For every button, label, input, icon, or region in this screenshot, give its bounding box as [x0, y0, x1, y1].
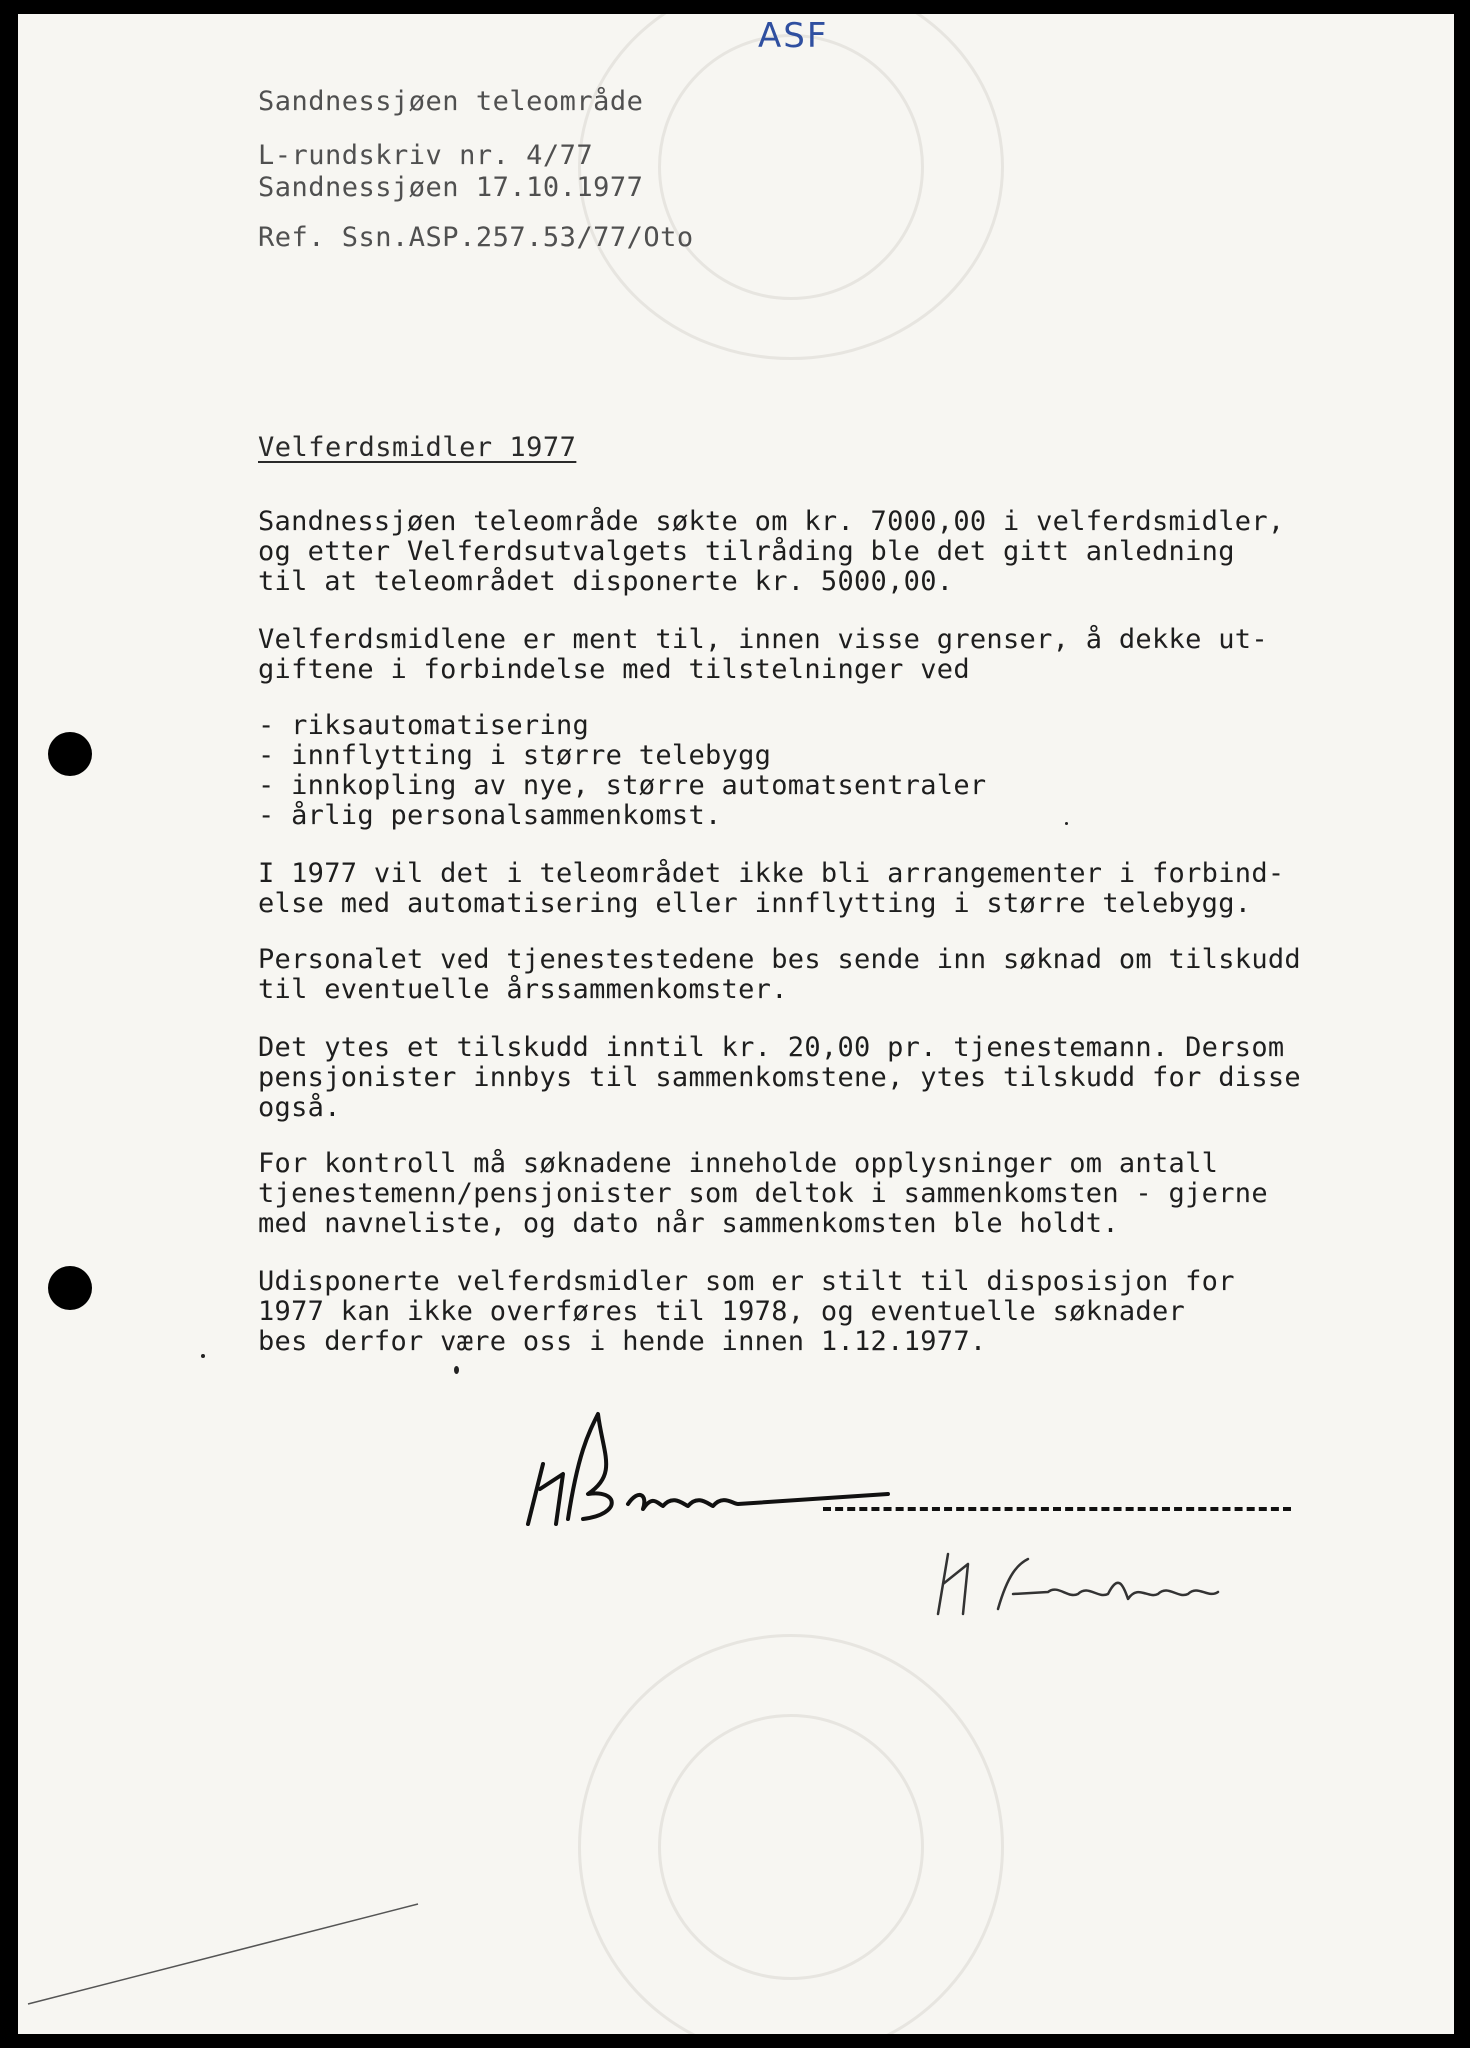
body-line: Sandnessjøen teleområde søkte om kr. 7000,00 i velferdsmidler,: [258, 506, 1285, 537]
body-line: giftene i forbindelse med tilstelninger ved: [258, 654, 970, 685]
list-item: - årlig personalsammenkomst.: [258, 800, 722, 831]
body-line: 1977 kan ikke overføres til 1978, og eventuelle søknader: [258, 1296, 1186, 1327]
body-line: Udisponerte velferdsmidler som er stilt til disposisjon for: [258, 1266, 1235, 1297]
body-line: med navneliste, og dato når sammenkomsten ble holdt.: [258, 1208, 1119, 1239]
body-line: tjenestemenn/pensjonister som deltok i sammenkomsten - gjerne: [258, 1178, 1268, 1209]
header-office: Sandnessjøen teleområde: [258, 86, 644, 117]
list-item: - riksautomatisering: [258, 710, 590, 741]
signature-secondary: [918, 1514, 1258, 1634]
watermark-seal-top-inner: [658, 34, 924, 300]
pencil-stroke: [18, 1894, 438, 2014]
handwritten-annotation: ASF: [758, 16, 829, 56]
punch-hole-top: [48, 732, 92, 776]
body-line: til eventuelle årssammenkomster.: [258, 974, 788, 1005]
watermark-seal-bottom-inner: [658, 1714, 924, 1980]
body-line: også.: [258, 1092, 341, 1123]
ink-speck: [454, 1366, 459, 1374]
body-line: For kontroll må søknadene inneholde opplysninger om antall: [258, 1148, 1219, 1179]
body-line: pensjonister innbys til sammenkomstene, ytes tilskudd for disse: [258, 1062, 1301, 1093]
body-line: bes derfor være oss i hende innen 1.12.1977.: [258, 1326, 987, 1357]
body-line: I 1977 vil det i teleområdet ikke bli arrangementer i forbind-: [258, 858, 1285, 889]
header-circular-number: L-rundskriv nr. 4/77: [258, 140, 594, 171]
punch-hole-bottom: [48, 1266, 92, 1310]
list-item: - innkopling av nye, større automatsentraler: [258, 770, 987, 801]
header-reference: Ref. Ssn.ASP.257.53/77/Oto: [258, 222, 694, 253]
document-page: [18, 14, 1454, 2034]
ink-speck: [201, 1354, 205, 1358]
signature-primary: [508, 1394, 908, 1544]
header-date: Sandnessjøen 17.10.1977: [258, 172, 644, 203]
body-line: til at teleområdet disponerte kr. 5000,00.: [258, 566, 954, 597]
body-line: Velferdsmidlene er ment til, innen visse grenser, å dekke ut-: [258, 624, 1268, 655]
body-line: og etter Velferdsutvalgets tilråding ble det gitt anledning: [258, 536, 1235, 567]
list-item: - innflytting i større telebygg: [258, 740, 772, 771]
body-line: Det ytes et tilskudd inntil kr. 20,00 pr. tjenestemann. Dersom: [258, 1032, 1285, 1063]
body-line: else med automatisering eller innflytting i større telebygg.: [258, 888, 1252, 919]
ink-speck: [1065, 822, 1068, 825]
document-title: Velferdsmidler 1977: [258, 432, 577, 463]
signature-line: [823, 1507, 1291, 1511]
body-line: Personalet ved tjenestestedene bes sende inn søknad om tilskudd: [258, 944, 1301, 975]
